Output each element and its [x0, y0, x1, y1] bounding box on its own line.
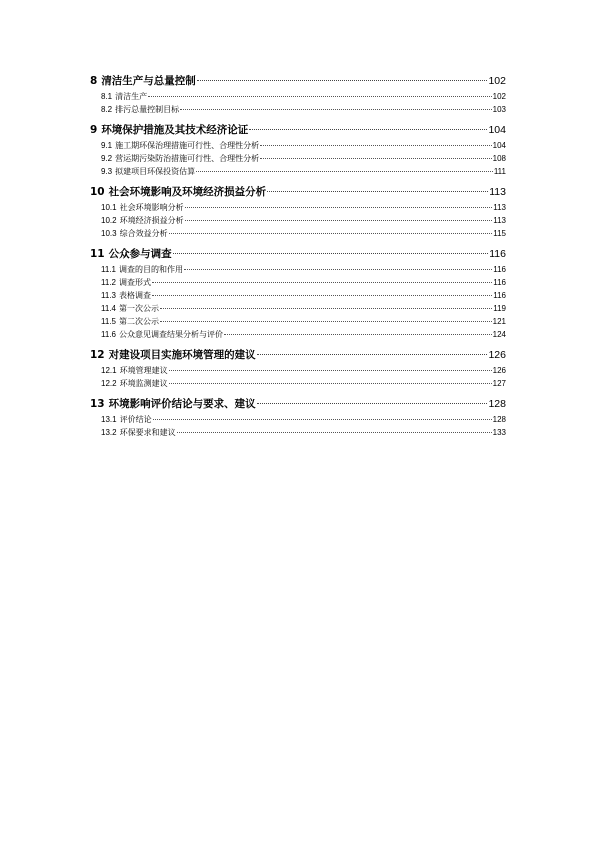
section-page-number: 103 [492, 105, 506, 114]
section-title: 环境经济损益分析 [119, 216, 184, 225]
section-number: 8.2 [101, 105, 113, 114]
section-page-number: 124 [492, 330, 506, 339]
section-title: 表格调查 [118, 291, 151, 300]
section-title: 第二次公示 [118, 317, 159, 326]
dot-leader [180, 109, 492, 110]
chapter-title: 公众参与调查 [108, 248, 172, 260]
section-page-number: 102 [492, 92, 506, 101]
section-title: 环境管理建议 [119, 366, 168, 375]
dot-leader [177, 432, 492, 433]
section-number: 13.1 [101, 415, 117, 424]
dot-leader [257, 403, 488, 404]
section-page-number: 116 [493, 265, 506, 274]
section-page-number: 104 [492, 141, 506, 150]
dot-leader [169, 383, 492, 384]
toc-section-entry[interactable] [90, 139, 506, 152]
section-title: 营运期污染防治措施可行性、合理性分析 [115, 154, 260, 163]
toc-section-entry[interactable] [90, 227, 506, 240]
toc-section-entry[interactable] [90, 263, 506, 276]
dot-leader [185, 220, 493, 221]
section-page-number: 126 [492, 366, 506, 375]
section-title: 拟建项目环保投资估算 [115, 167, 196, 176]
toc-chapter-entry[interactable] [90, 346, 506, 364]
section-page-number: 116 [493, 291, 506, 300]
section-title: 排污总量控制目标 [115, 105, 180, 114]
section-page-number: 133 [492, 428, 506, 437]
section-number: 9.3 [101, 167, 113, 176]
dot-leader [160, 321, 492, 322]
section-number: 10.1 [101, 203, 117, 212]
toc-section-entry[interactable] [90, 201, 506, 214]
toc-section-entry[interactable] [90, 276, 506, 289]
toc-chapter-entry[interactable] [90, 121, 506, 139]
chapter-page-number: 128 [488, 398, 506, 410]
section-number: 11.6 [101, 330, 116, 339]
toc-section-entry[interactable] [90, 302, 506, 315]
chapter-title: 社会环境影响及环境经济损益分析 [108, 186, 267, 198]
section-page-number: 113 [493, 203, 506, 212]
section-number: 11.5 [101, 317, 116, 326]
dot-leader [184, 269, 492, 270]
section-title: 环保要求和建议 [119, 428, 176, 437]
dot-leader [169, 233, 493, 234]
dot-leader [267, 191, 488, 192]
chapter-number: 12 [90, 349, 105, 361]
chapter-page-number: 116 [489, 248, 506, 260]
chapter-page-number: 102 [488, 75, 506, 87]
toc-section-entry[interactable] [90, 364, 506, 377]
toc-chapter-entry[interactable] [90, 72, 506, 90]
chapter-title: 对建设项目实施环境管理的建议 [108, 349, 256, 361]
section-page-number: 111 [493, 167, 506, 176]
dot-leader [152, 282, 492, 283]
dot-leader [249, 129, 487, 130]
chapter-number: 13 [90, 398, 105, 410]
section-title: 调查的目的和作用 [118, 265, 183, 274]
section-number: 12.1 [101, 366, 117, 375]
section-page-number: 128 [492, 415, 506, 424]
dot-leader [185, 207, 493, 208]
dot-leader [169, 370, 492, 371]
dot-leader [257, 354, 488, 355]
toc-section-entry[interactable] [90, 328, 506, 341]
dot-leader [260, 158, 492, 159]
toc-section-entry[interactable] [90, 214, 506, 227]
section-number: 9.2 [101, 154, 113, 163]
section-page-number: 116 [493, 278, 506, 287]
section-title: 施工期环保治理措施可行性、合理性分析 [115, 141, 260, 150]
section-number: 10.3 [101, 229, 117, 238]
section-title: 公众意见调查结果分析与评价 [118, 330, 223, 339]
section-page-number: 119 [493, 304, 506, 313]
section-title: 环境监测建议 [119, 379, 168, 388]
dot-leader [260, 145, 492, 146]
dot-leader [173, 253, 489, 254]
dot-leader [197, 80, 488, 81]
dot-leader [160, 308, 492, 309]
dot-leader [148, 96, 492, 97]
section-number: 12.2 [101, 379, 117, 388]
toc-section-entry[interactable] [90, 315, 506, 328]
dot-leader [153, 419, 492, 420]
section-title: 社会环境影响分析 [119, 203, 184, 212]
chapter-number: 9 [90, 124, 98, 136]
section-page-number: 108 [492, 154, 506, 163]
toc-chapter-entry[interactable] [90, 245, 506, 263]
toc-section-entry[interactable] [90, 165, 506, 178]
section-number: 8.1 [101, 92, 113, 101]
toc-section-entry[interactable] [90, 426, 506, 439]
toc-section-entry[interactable] [90, 413, 506, 426]
toc-section-entry[interactable] [90, 90, 506, 103]
section-number: 11.3 [101, 291, 116, 300]
dot-leader [224, 334, 492, 335]
chapter-title: 环境保护措施及其技术经济论证 [101, 124, 249, 136]
section-page-number: 121 [492, 317, 506, 326]
chapter-title: 清洁生产与总量控制 [101, 75, 196, 87]
toc-section-entry[interactable] [90, 289, 506, 302]
toc-chapter-entry[interactable] [90, 395, 506, 413]
section-title: 第一次公示 [118, 304, 159, 313]
chapter-page-number: 126 [488, 349, 506, 361]
section-page-number: 127 [492, 379, 506, 388]
chapter-number: 10 [90, 186, 105, 198]
section-number: 11.2 [101, 278, 116, 287]
toc-section-entry[interactable] [90, 103, 506, 116]
chapter-number: 11 [90, 248, 105, 260]
table-of-contents [90, 72, 506, 439]
chapter-page-number: 113 [489, 186, 506, 198]
section-number: 11.4 [101, 304, 116, 313]
section-title: 综合效益分析 [119, 229, 168, 238]
section-page-number: 115 [493, 229, 506, 238]
chapter-title: 环境影响评价结论与要求、建议 [108, 398, 256, 410]
section-title: 评价结论 [119, 415, 152, 424]
toc-chapter-entry[interactable] [90, 183, 506, 201]
section-number: 9.1 [101, 141, 113, 150]
dot-leader [152, 295, 492, 296]
section-number: 11.1 [101, 265, 116, 274]
chapter-number: 8 [90, 75, 98, 87]
chapter-page-number: 104 [488, 124, 506, 136]
dot-leader [196, 171, 493, 172]
toc-section-entry[interactable] [90, 152, 506, 165]
section-page-number: 113 [493, 216, 506, 225]
section-number: 10.2 [101, 216, 117, 225]
section-title: 清洁生产 [115, 92, 148, 101]
section-title: 调查形式 [118, 278, 151, 287]
toc-section-entry[interactable] [90, 377, 506, 390]
section-number: 13.2 [101, 428, 117, 437]
